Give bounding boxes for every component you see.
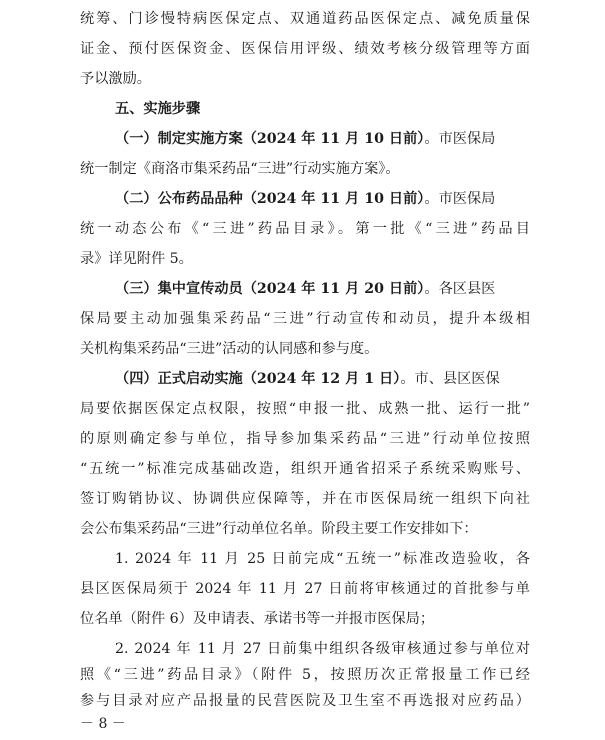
paragraph-line: 局要依据医保定点权限，按照“申报一批、成熟一批、运行一批” (80, 401, 530, 417)
paragraph-line: 位名单（附件 6）及申请表、承诺书等一并报市医保局； (80, 611, 435, 627)
paragraph-line: 录》详见附件 5。 (80, 251, 193, 267)
paragraph-line: 县区医保局须于 2024 年 11 月 27 日前将审核通过的首批参与单 (80, 581, 530, 597)
paragraph-line: 统一动态公布《“三进”药品目录》。第一批《“三进”药品目 (80, 221, 530, 237)
page-number: － 8 － (80, 716, 126, 732)
step-1-line (115, 126, 530, 152)
paragraph-line: 统一制定《商洛市集采药品“三进”行动实施方案》。 (80, 161, 400, 177)
step-2-line (115, 186, 530, 212)
list-item-1-line: 1. 2024 年 11 月 25 日前完成“五统一”标准改造验收，各 (115, 551, 530, 567)
step-4-line (115, 366, 530, 392)
step-2-lead: 。市医保局 (424, 191, 496, 207)
list-item-2-line: 2. 2024 年 11 月 27 日前集中组织各级审核通过参与单位对 (115, 641, 530, 657)
step-2-title: （二）公布药品品种（2024 年 11 月 10 日前） (115, 191, 425, 207)
step-1-title: （一）制定实施方案（2024 年 11 月 10 日前） (115, 131, 425, 147)
step-3-line (115, 276, 530, 302)
step-4-lead: 。市、县区医保 (400, 371, 500, 387)
paragraph-line: 签订购销协议、协调供应保障等，并在市医保局统一组织下向社 (80, 491, 530, 507)
step-4-title: （四）正式启动实施（2024 年 12 月 1 日） (115, 371, 401, 387)
paragraph-line: 保局要主动加强集采药品“三进”行动宣传和动员，提升本级相 (80, 311, 530, 327)
paragraph-line: 统筹、门诊慢特病医保定点、双通道药品医保定点、减免质量保 (80, 11, 530, 27)
section-heading: 五、实施步骤 (115, 101, 201, 117)
paragraph-line: “五统一”标准完成基础改造，组织开通省招采子系统采购账号、 (80, 461, 530, 477)
paragraph-line: 会公布集采药品“三进”行动单位名单。阶段主要工作安排如下： (80, 521, 478, 537)
paragraph-line: 关机构集采药品“三进”活动的认同感和参与度。 (80, 341, 379, 357)
step-3-title: （三）集中宣传动员（2024 年 11 月 20 日前） (115, 281, 425, 297)
step-3-lead: 。各区县医 (424, 281, 496, 297)
paragraph-line: 参与目录对应产品报量的民营医院及卫生室不再选报对应药品） (80, 693, 530, 709)
paragraph-line: 予以激励。 (80, 71, 151, 87)
paragraph-line: 照《“三进”药品目录》（附件 5，按照历次正常报量工作已经 (80, 667, 530, 683)
paragraph-line: 的原则确定参与单位，指导参加集采药品“三进”行动单位按照 (80, 431, 530, 447)
step-1-lead: 。市医保局 (424, 131, 496, 147)
paragraph-line: 证金、预付医保资金、医保信用评级、绩效考核分级管理等方面 (80, 41, 530, 57)
